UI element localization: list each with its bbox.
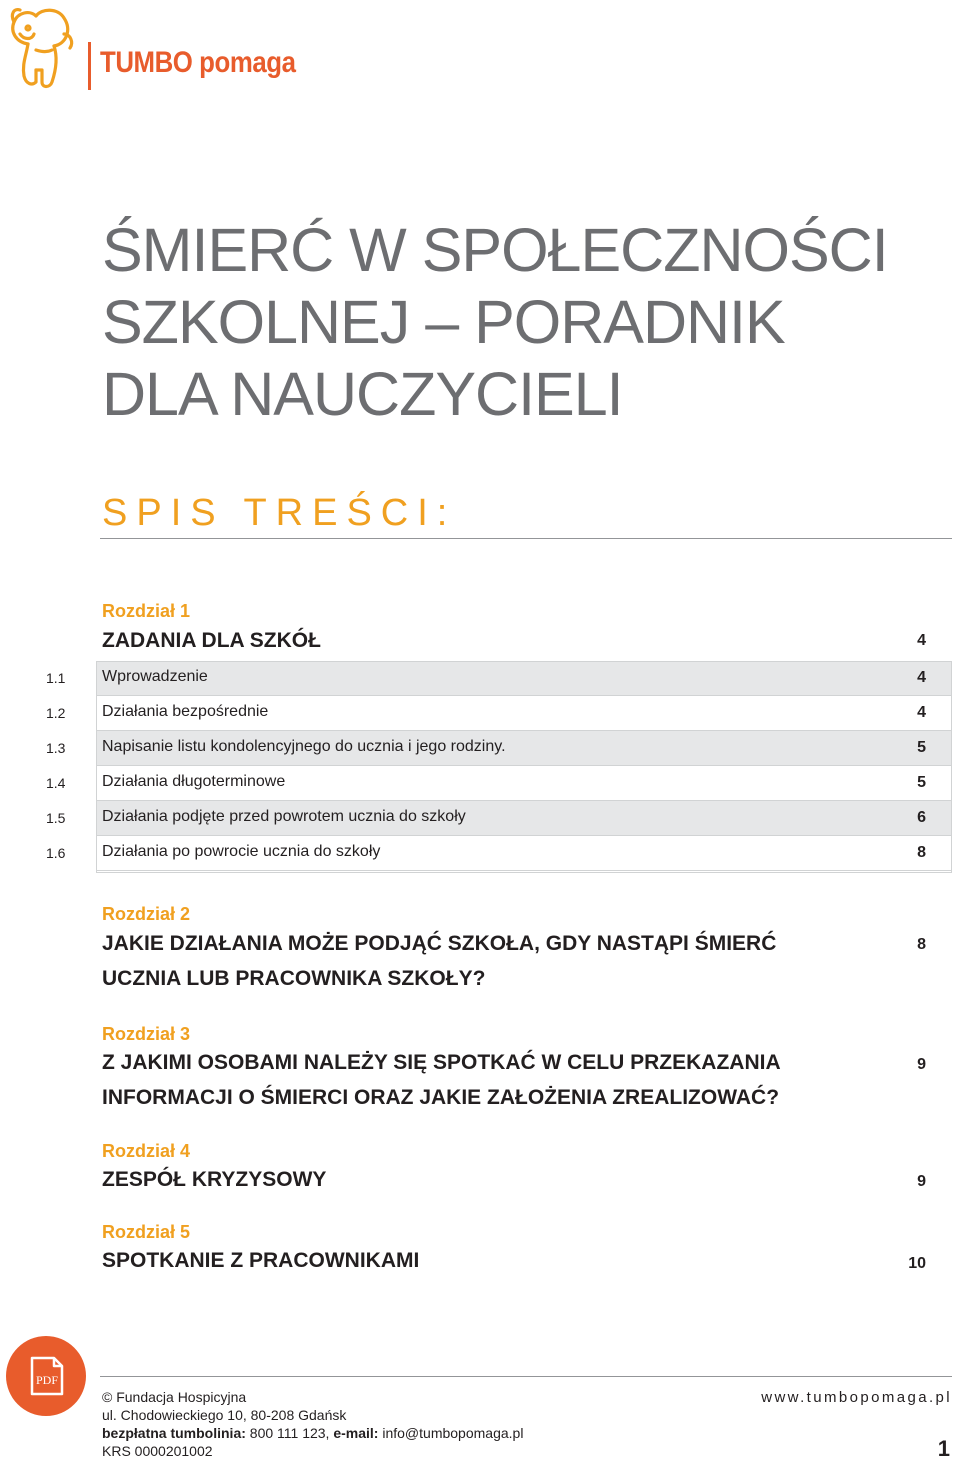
document-title bbox=[102, 214, 902, 430]
subsection-label: Działania podjęte przed powrotem ucznia do szkoły bbox=[102, 808, 466, 825]
chapter-4-title[interactable]: ZESPÓŁ KRYZYSOWY bbox=[102, 1168, 327, 1191]
subsection-label: Wprowadzenie bbox=[102, 668, 208, 685]
logo-divider bbox=[88, 42, 91, 90]
subsection-label: Napisanie listu kondolencyjnego do ucznia i jego rodziny. bbox=[102, 738, 506, 755]
footer-organization: © Fundacja Hospicyjna bbox=[102, 1389, 247, 1405]
subsection-1-1-number: 1.1 bbox=[46, 670, 66, 686]
chapter-2-page: 8 bbox=[917, 936, 926, 953]
chapter-3-title[interactable] bbox=[102, 1045, 822, 1115]
chapter-3-label: Rozdział 3 bbox=[102, 1024, 191, 1044]
page-number: 1 bbox=[937, 1436, 950, 1461]
chapter-4-label: Rozdział 4 bbox=[102, 1141, 191, 1161]
chapter-4-page: 9 bbox=[917, 1173, 926, 1190]
chapter-2-label: Rozdział 2 bbox=[102, 904, 191, 924]
title-line-1: ŚMIERĆ W SPOŁECZNOŚCI bbox=[102, 216, 888, 284]
chapter-3-title-line-2: INFORMACJI O ŚMIERCI ORAZ JAKIE ZAŁOŻENIA ZREALIZOWAĆ? bbox=[102, 1086, 780, 1109]
pdf-badge-text: PDF bbox=[35, 1373, 59, 1387]
subsection-page: 4 bbox=[917, 669, 926, 686]
footer-contact bbox=[102, 1388, 523, 1460]
subsection-1-2-number: 1.2 bbox=[46, 705, 66, 721]
subsection-page: 4 bbox=[917, 704, 926, 721]
subsection-table bbox=[96, 661, 952, 871]
footer-contact-line bbox=[102, 1424, 523, 1442]
subsection-page: 5 bbox=[917, 774, 926, 791]
subsection-page: 8 bbox=[917, 844, 926, 861]
chapter-1-label: Rozdział 1 bbox=[102, 601, 191, 621]
chapter-3-page: 9 bbox=[917, 1056, 926, 1073]
subsection-label: Działania po powrocie ucznia do szkoły bbox=[102, 843, 381, 860]
hotline-label: bezpłatna tumbolinia: bbox=[102, 1425, 246, 1441]
toc-row-1-3[interactable] bbox=[96, 731, 952, 766]
toc-row-1-1[interactable] bbox=[96, 661, 952, 696]
footer-address: ul. Chodowieckiego 10, 80-208 Gdańsk bbox=[102, 1407, 347, 1423]
chapter-1-page: 4 bbox=[917, 632, 926, 649]
chapter-5-title[interactable]: SPOTKANIE Z PRACOWNIKAMI bbox=[102, 1249, 420, 1272]
pdf-badge-icon bbox=[6, 1336, 86, 1416]
website-link[interactable]: www.tumbopomaga.pl bbox=[761, 1389, 952, 1406]
title-line-2: SZKOLNEJ – PORADNIK bbox=[102, 288, 785, 356]
email-label: e-mail: bbox=[333, 1425, 379, 1441]
subsection-page: 5 bbox=[917, 739, 926, 756]
chapter-2-title-line-2: UCZNIA LUB PRACOWNIKA SZKOŁY? bbox=[102, 967, 486, 990]
chapter-2-title-line-1: JAKIE DZIAŁANIA MOŻE PODJĄĆ SZKOŁA, GDY NASTĄPI ŚMIERĆ bbox=[102, 932, 777, 955]
footer-krs: KRS 0000201002 bbox=[102, 1443, 213, 1459]
chapter-5-label: Rozdział 5 bbox=[102, 1222, 191, 1242]
toc-row-1-4[interactable] bbox=[96, 766, 952, 801]
toc-row-1-5[interactable] bbox=[96, 801, 952, 836]
subsection-label: Działania długoterminowe bbox=[102, 773, 286, 790]
brand-name: TUMBO pomaga bbox=[100, 46, 296, 79]
chapter-5-page: 10 bbox=[908, 1255, 926, 1272]
hotline-number: 800 111 123, bbox=[245, 1425, 334, 1441]
toc-row-1-2[interactable] bbox=[96, 696, 952, 731]
subsection-page: 6 bbox=[917, 809, 926, 826]
email-address[interactable]: info@tumbopomaga.pl bbox=[378, 1425, 524, 1441]
chapter-3-title-line-1: Z JAKIMI OSOBAMI NALEŻY SIĘ SPOTKAĆ W CELU PRZEKAZANIA bbox=[102, 1051, 781, 1074]
subsection-label: Działania bezpośrednie bbox=[102, 703, 269, 720]
subsection-1-5-number: 1.5 bbox=[46, 810, 66, 826]
elephant-logo-icon bbox=[6, 4, 78, 92]
subsection-1-3-number: 1.3 bbox=[46, 740, 66, 756]
chapter-2-title[interactable] bbox=[102, 926, 822, 996]
chapter-1-title[interactable]: ZADANIA DLA SZKÓŁ bbox=[102, 629, 321, 652]
subsection-1-6-number: 1.6 bbox=[46, 845, 66, 861]
toc-heading: SPIS TREŚCI: bbox=[102, 492, 457, 534]
toc-row-1-6[interactable] bbox=[96, 836, 952, 871]
title-line-3: DLA NAUCZYCIELI bbox=[102, 360, 623, 428]
footer-divider bbox=[100, 1376, 952, 1377]
subsection-1-4-number: 1.4 bbox=[46, 775, 66, 791]
toc-divider bbox=[100, 538, 952, 539]
